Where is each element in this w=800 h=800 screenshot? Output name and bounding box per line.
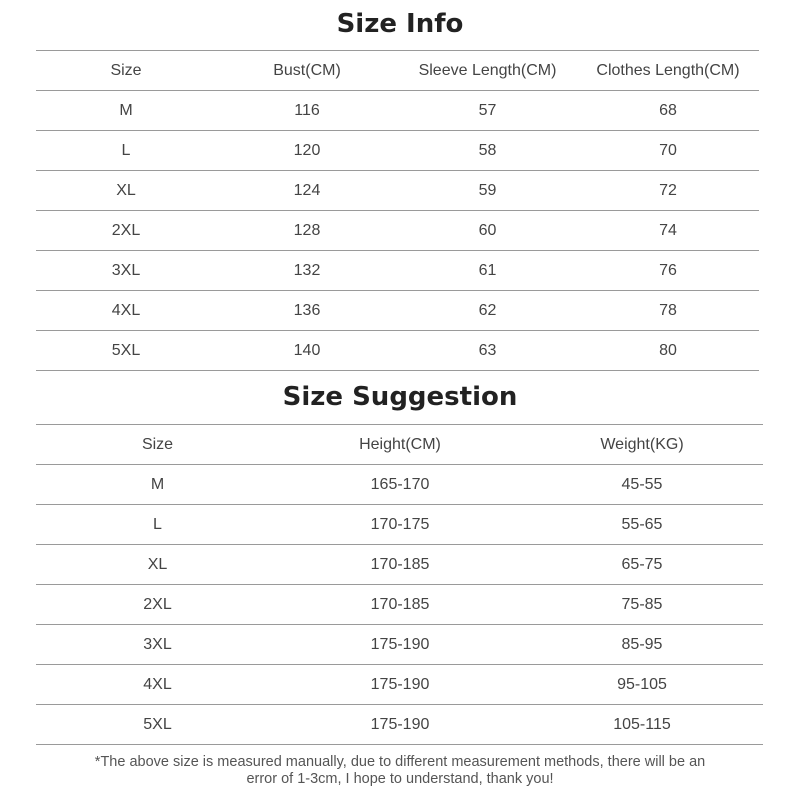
table-cell: 4XL [36,291,216,331]
table-cell: 60 [398,211,577,251]
table-row [36,91,759,131]
table-cell: M [36,91,216,131]
table-cell: 80 [577,331,759,371]
table-cell: 175-190 [279,665,521,705]
measurement-note-line-1: *The above size is measured manually, due to different measurement methods, there will be an [94,754,706,770]
table-cell: 65-75 [521,545,763,585]
table-cell: 63 [398,331,577,371]
table-row [36,665,763,705]
table-cell: 132 [216,251,398,291]
table-cell: 45-55 [521,465,763,505]
table-cell: 55-65 [521,505,763,545]
table-cell: 116 [216,91,398,131]
table-cell: 136 [216,291,398,331]
column-header: Height(CM) [279,425,521,465]
table-cell: M [36,465,279,505]
size-suggestion-table [36,424,763,745]
table-row [36,251,759,291]
table-cell: 120 [216,131,398,171]
table-cell: 57 [398,91,577,131]
table-cell: 76 [577,251,759,291]
table-cell: 2XL [36,211,216,251]
table-cell: 5XL [36,705,279,745]
column-header: Size [36,425,279,465]
table-cell: 58 [398,131,577,171]
table-cell: L [36,131,216,171]
column-header: Clothes Length(CM) [577,51,759,91]
table-cell: 72 [577,171,759,211]
size-info-title: Size Info [336,9,464,39]
table-cell: 4XL [36,665,279,705]
table-row [36,505,763,545]
column-header: Bust(CM) [216,51,398,91]
size-info-table [36,50,759,371]
size-suggestion-title: Size Suggestion [282,382,518,412]
column-header: Size [36,51,216,91]
table-cell: L [36,505,279,545]
table-cell: XL [36,545,279,585]
table-cell: 170-185 [279,585,521,625]
table-cell: 165-170 [279,465,521,505]
table-cell: 128 [216,211,398,251]
table-row [36,291,759,331]
header-row [36,425,763,465]
table-cell: 85-95 [521,625,763,665]
table-cell: 95-105 [521,665,763,705]
column-header: Weight(KG) [521,425,763,465]
table-row [36,625,763,665]
table-row [36,211,759,251]
table-cell: 70 [577,131,759,171]
table-cell: 170-185 [279,545,521,585]
table-row [36,131,759,171]
table-cell: 5XL [36,331,216,371]
table-cell: 62 [398,291,577,331]
table-cell: 140 [216,331,398,371]
measurement-note [40,754,760,788]
table-cell: 175-190 [279,625,521,665]
column-header: Sleeve Length(CM) [398,51,577,91]
table-cell: 105-115 [521,705,763,745]
table-row [36,585,763,625]
table-row [36,171,759,211]
table-row [36,331,759,371]
table-cell: 78 [577,291,759,331]
table-row [36,545,763,585]
table-cell: 75-85 [521,585,763,625]
table-row [36,465,763,505]
table-cell: 124 [216,171,398,211]
table-cell: 2XL [36,585,279,625]
table-cell: 68 [577,91,759,131]
table-cell: 61 [398,251,577,291]
table-cell: 3XL [36,251,216,291]
table-cell: XL [36,171,216,211]
table-cell: 74 [577,211,759,251]
table-cell: 3XL [36,625,279,665]
table-cell: 170-175 [279,505,521,545]
header-row [36,51,759,91]
table-row [36,705,763,745]
measurement-note-line-2: error of 1-3cm, I hope to understand, thank you! [246,771,554,787]
table-cell: 175-190 [279,705,521,745]
table-cell: 59 [398,171,577,211]
